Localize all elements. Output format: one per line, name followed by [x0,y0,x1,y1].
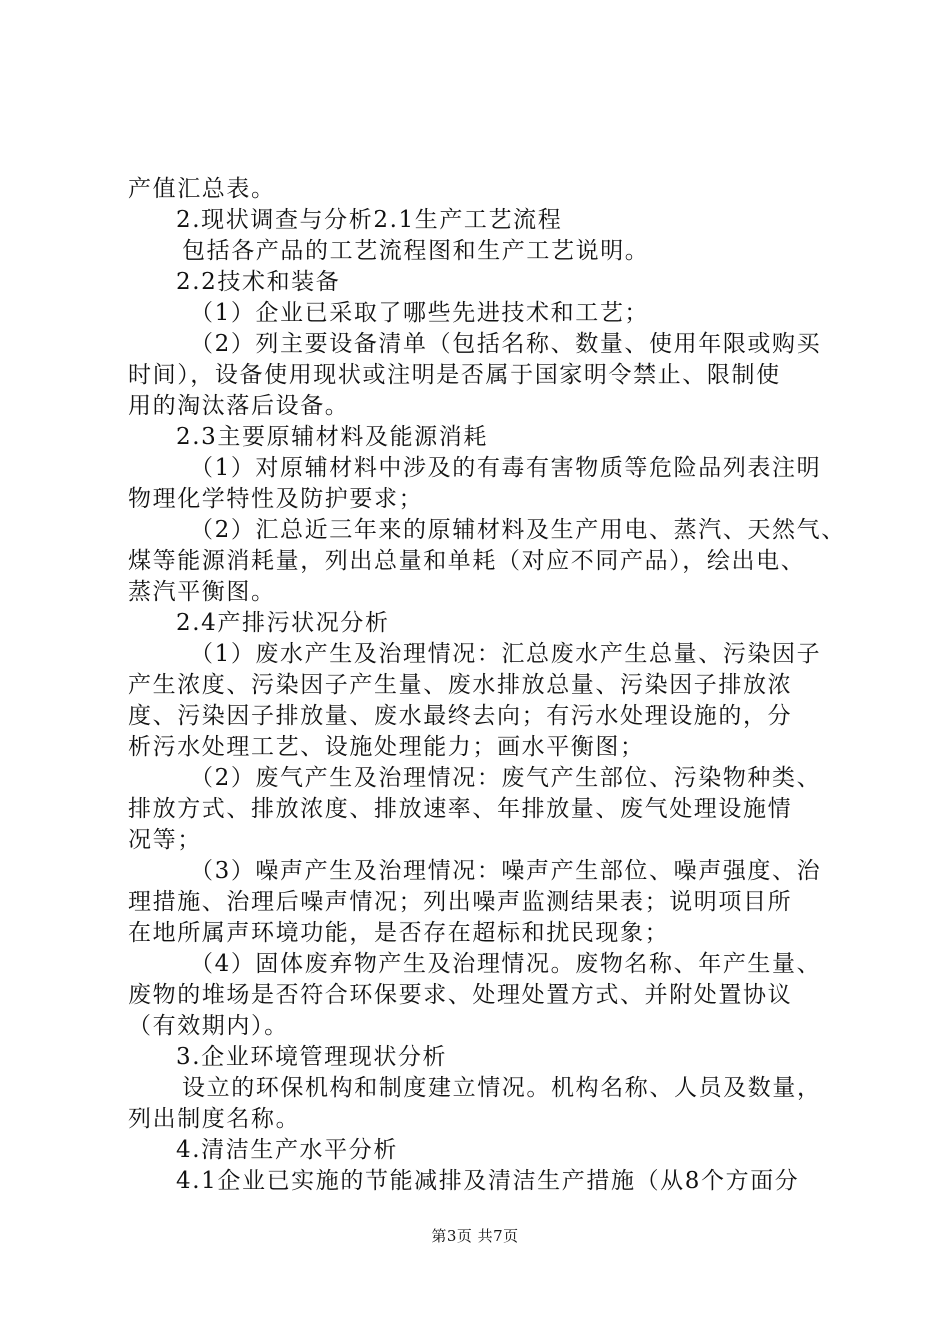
page-footer [0,1226,950,1246]
text-line: （1）对原辅材料中涉及的有毒有害物质等危险品列表注明 [190,455,822,481]
text-line: 产值汇总表。 [128,176,276,202]
text-line: 2.3主要原辅材料及能源消耗 [176,424,488,450]
text-line: 物理化学特性及防护要求； [128,486,424,512]
text-line: 列出制度名称。 [128,1106,301,1132]
text-line: 2.4产排污状况分析 [176,610,390,636]
text-line: 2.2技术和装备 [176,269,341,295]
text-line: 2.现状调查与分析2.1生产工艺流程 [176,207,563,233]
text-line: （有效期内）。 [128,1013,289,1039]
text-line: 理措施、治理后噪声情况；列出噪声监测结果表；说明项目所 [128,889,793,915]
text-line: 包括各产品的工艺流程图和生产工艺说明。 [182,238,650,264]
document-body [128,174,846,1197]
text-line: 设立的环保机构和制度建立情况。机构名称、人员及数量， [182,1075,822,1101]
text-line: 废物的堆场是否符合环保要求、处理处置方式、并附处置协议 [128,982,793,1008]
text-line: 况等； [128,827,202,853]
text-line: （2）废气产生及治理情况：废气产生部位、污染物种类、 [190,765,822,791]
page-number-label: 第3页 共7页 [431,1227,519,1245]
text-line: 用的淘汰落后设备。 [128,393,350,419]
text-line: 在地所属声环境功能，是否存在超标和扰民现象； [128,920,670,946]
text-line: 排放方式、排放浓度、排放速率、年排放量、废气处理设施情 [128,796,793,822]
text-line: （1）废水产生及治理情况：汇总废水产生总量、污染因子 [190,641,822,667]
text-line: 4.清洁生产水平分析 [176,1137,398,1163]
text-line: （2）汇总近三年来的原辅材料及生产用电、蒸汽、天然气、 [190,517,846,543]
text-line: 4.1企业已实施的节能减排及清洁生产措施（从8个方面分 [176,1168,800,1194]
text-line: 3.企业环境管理现状分析 [176,1044,448,1070]
text-line: 度、污染因子排放量、废水最终去向；有污水处理设施的，分 [128,703,793,729]
text-line: （1）企业已采取了哪些先进技术和工艺； [190,300,650,326]
text-line: （3）噪声产生及治理情况：噪声产生部位、噪声强度、治 [190,858,822,884]
text-line: （2）列主要设备清单（包括名称、数量、使用年限或购买 [190,331,822,357]
text-line: 时间），设备使用现状或注明是否属于国家明令禁止、限制使 [128,362,781,388]
text-line: 产生浓度、污染因子产生量、废水排放总量、污染因子排放浓 [128,672,793,698]
text-line: 煤等能源消耗量，列出总量和单耗（对应不同产品），绘出电、 [128,548,806,574]
text-line: 析污水处理工艺、设施处理能力；画水平衡图； [128,734,645,760]
text-line: 蒸汽平衡图。 [128,579,276,605]
text-line: （4）固体废弃物产生及治理情况。废物名称、年产生量、 [190,951,822,977]
